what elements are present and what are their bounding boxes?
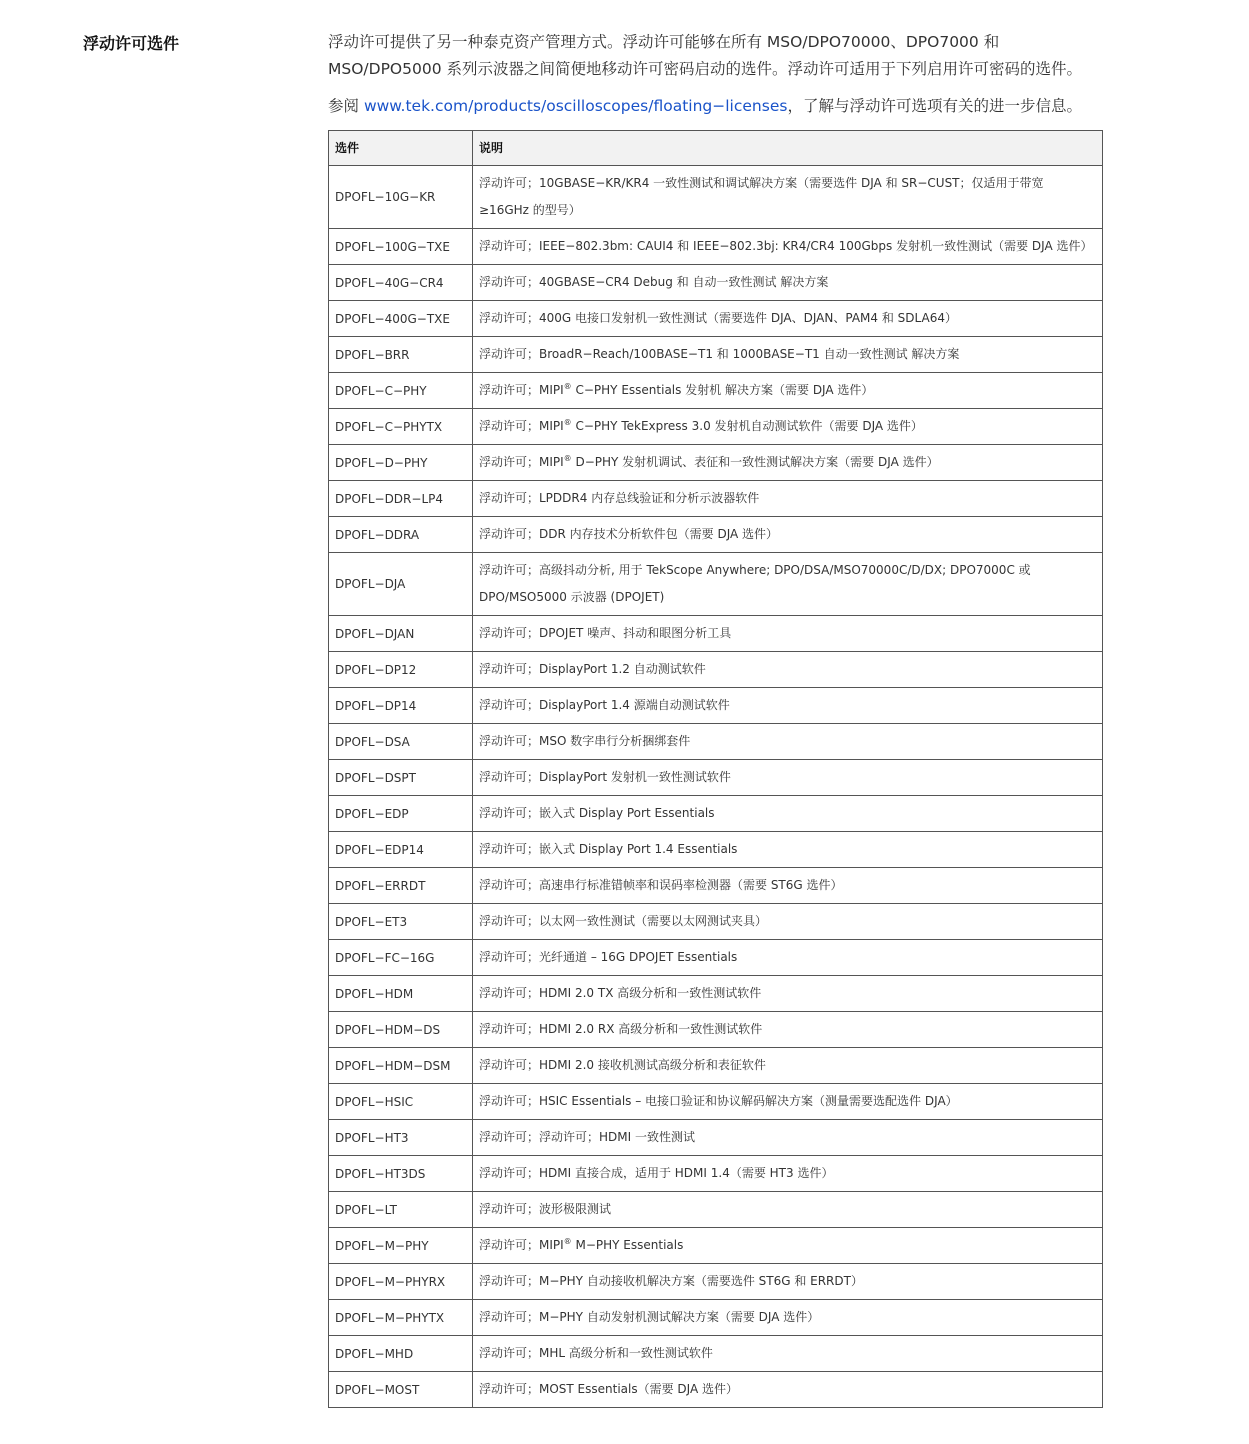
option-code-cell: DPOFL−HT3 xyxy=(329,1120,473,1156)
option-description-cell: 浮动许可；以太网一致性测试（需要以太网测试夹具） xyxy=(473,904,1103,940)
table-row xyxy=(329,688,1103,724)
option-description-cell: 浮动许可；高级抖动分析, 用于 TekScope Anywhere; DPO/DSA/MSO70000C/D/DX; DPO7000C 或 DPO/MSO5000 示波器 (DPOJET) xyxy=(473,553,1103,616)
table-row xyxy=(329,1084,1103,1120)
options-table xyxy=(328,130,1103,1408)
options-table-body xyxy=(329,166,1103,1408)
option-description-cell: 浮动许可；DisplayPort 1.2 自动测试软件 xyxy=(473,652,1103,688)
table-row xyxy=(329,832,1103,868)
option-code-cell: DPOFL−HDM−DS xyxy=(329,1012,473,1048)
option-code-cell: DPOFL−C−PHYTX xyxy=(329,409,473,445)
table-row xyxy=(329,1372,1103,1408)
registered-mark: ® xyxy=(563,454,572,463)
option-code-cell: DPOFL−DDRA xyxy=(329,517,473,553)
option-description-cell: 浮动许可；M−PHY 自动发射机测试解决方案（需要 DJA 选件） xyxy=(473,1300,1103,1336)
option-code-cell: DPOFL−EDP xyxy=(329,796,473,832)
option-description-cell: 浮动许可；光纤通道 – 16G DPOJET Essentials xyxy=(473,940,1103,976)
table-row xyxy=(329,724,1103,760)
option-description-cell: 浮动许可；DDR 内存技术分析软件包（需要 DJA 选件） xyxy=(473,517,1103,553)
table-row xyxy=(329,409,1103,445)
table-row xyxy=(329,796,1103,832)
option-description-cell: 浮动许可；MOST Essentials（需要 DJA 选件） xyxy=(473,1372,1103,1408)
table-row xyxy=(329,1048,1103,1084)
option-code-cell: DPOFL−C−PHY xyxy=(329,373,473,409)
option-code-cell: DPOFL−MHD xyxy=(329,1336,473,1372)
option-description-cell: 浮动许可；HDMI 2.0 接收机测试高级分析和表征软件 xyxy=(473,1048,1103,1084)
option-code-cell: DPOFL−DJAN xyxy=(329,616,473,652)
table-row xyxy=(329,445,1103,481)
option-description-cell: 浮动许可；嵌入式 Display Port Essentials xyxy=(473,796,1103,832)
option-code-cell: DPOFL−M−PHY xyxy=(329,1228,473,1264)
option-description-cell: 浮动许可；MIPI® M−PHY Essentials xyxy=(473,1228,1103,1264)
option-description-cell: 浮动许可；DPOJET 噪声、抖动和眼图分析工具 xyxy=(473,616,1103,652)
option-code-cell: DPOFL−DJA xyxy=(329,553,473,616)
option-code-cell: DPOFL−M−PHYRX xyxy=(329,1264,473,1300)
option-description-cell: 浮动许可；LPDDR4 内存总线验证和分析示波器软件 xyxy=(473,481,1103,517)
table-row xyxy=(329,760,1103,796)
option-description-cell: 浮动许可；40GBASE−CR4 Debug 和 自动一致性测试 解决方案 xyxy=(473,265,1103,301)
option-code-cell: DPOFL−BRR xyxy=(329,337,473,373)
table-row xyxy=(329,517,1103,553)
table-row xyxy=(329,652,1103,688)
option-description-cell: 浮动许可；MHL 高级分析和一致性测试软件 xyxy=(473,1336,1103,1372)
option-code-cell: DPOFL−HT3DS xyxy=(329,1156,473,1192)
table-row xyxy=(329,1192,1103,1228)
option-description-cell: 浮动许可；10GBASE−KR/KR4 一致性测试和调试解决方案（需要选件 DJA 和 SR−CUST；仅适用于带宽 ≥16GHz 的型号） xyxy=(473,166,1103,229)
table-row xyxy=(329,229,1103,265)
option-code-cell: DPOFL−HSIC xyxy=(329,1084,473,1120)
option-description-cell: 浮动许可；波形极限测试 xyxy=(473,1192,1103,1228)
option-code-cell: DPOFL−ET3 xyxy=(329,904,473,940)
option-code-cell: DPOFL−ERRDT xyxy=(329,868,473,904)
option-description-cell: 浮动许可；IEEE−802.3bm: CAUI4 和 IEEE−802.3bj: KR4/CR4 100Gbps 发射机一致性测试（需要 DJA 选件） xyxy=(473,229,1103,265)
option-code-cell: DPOFL−LT xyxy=(329,1192,473,1228)
table-row xyxy=(329,553,1103,616)
table-row xyxy=(329,616,1103,652)
option-code-cell: DPOFL−DSA xyxy=(329,724,473,760)
intro-paragraph: 浮动许可提供了另一种泰克资产管理方式。浮动许可能够在所有 MSO/DPO70000、DPO7000 和 MSO/DPO5000 系列示波器之间简便地移动许可密码启动的选件。浮动许可适用于下列启用许可密码的选件。 xyxy=(328,33,1082,78)
option-code-cell: DPOFL−D−PHY xyxy=(329,445,473,481)
floating-licenses-link[interactable]: www.tek.com/products/oscilloscopes/floating−licenses xyxy=(363,97,788,115)
option-code-cell: DPOFL−DSPT xyxy=(329,760,473,796)
option-code-cell: DPOFL−HDM xyxy=(329,976,473,1012)
table-row xyxy=(329,337,1103,373)
option-code-cell: DPOFL−M−PHYTX xyxy=(329,1300,473,1336)
option-description-cell: 浮动许可；HDMI 2.0 TX 高级分析和一致性测试软件 xyxy=(473,976,1103,1012)
option-code-cell: DPOFL−DDR−LP4 xyxy=(329,481,473,517)
see-also-paragraph xyxy=(328,93,1102,119)
option-description-cell: 浮动许可；MIPI® D−PHY 发射机调试、表征和一致性测试解决方案（需要 DJA 选件） xyxy=(473,445,1103,481)
content-column xyxy=(328,29,1102,1408)
table-row xyxy=(329,1156,1103,1192)
option-code-cell: DPOFL−EDP14 xyxy=(329,832,473,868)
table-row xyxy=(329,1336,1103,1372)
option-description-cell: 浮动许可；BroadR−Reach/100BASE−T1 和 1000BASE−T1 自动一致性测试 解决方案 xyxy=(473,337,1103,373)
option-description-cell: 浮动许可；HDMI 2.0 RX 高级分析和一致性测试软件 xyxy=(473,1012,1103,1048)
option-description-cell: 浮动许可；DisplayPort 发射机一致性测试软件 xyxy=(473,760,1103,796)
option-code-cell: DPOFL−40G−CR4 xyxy=(329,265,473,301)
option-code-cell: DPOFL−MOST xyxy=(329,1372,473,1408)
option-description-cell: 浮动许可；高速串行标准错帧率和误码率检测器（需要 ST6G 选件） xyxy=(473,868,1103,904)
table-row xyxy=(329,904,1103,940)
option-code-cell: DPOFL−DP12 xyxy=(329,652,473,688)
option-description-cell: 浮动许可；MSO 数字串行分析捆绑套件 xyxy=(473,724,1103,760)
option-code-cell: DPOFL−FC−16G xyxy=(329,940,473,976)
option-description-cell: 浮动许可；浮动许可；HDMI 一致性测试 xyxy=(473,1120,1103,1156)
option-code-cell: DPOFL−HDM−DSM xyxy=(329,1048,473,1084)
table-row xyxy=(329,301,1103,337)
table-row xyxy=(329,1012,1103,1048)
table-row xyxy=(329,265,1103,301)
column-header-description: 说明 xyxy=(473,131,1103,166)
see-also-prefix: 参阅 xyxy=(328,97,364,115)
option-code-cell: DPOFL−DP14 xyxy=(329,688,473,724)
table-row xyxy=(329,166,1103,229)
table-row xyxy=(329,976,1103,1012)
option-description-cell: 浮动许可；MIPI® C−PHY TekExpress 3.0 发射机自动测试软件（需要 DJA 选件） xyxy=(473,409,1103,445)
option-description-cell: 浮动许可；嵌入式 Display Port 1.4 Essentials xyxy=(473,832,1103,868)
option-code-cell: DPOFL−10G−KR xyxy=(329,166,473,229)
option-description-cell: 浮动许可；M−PHY 自动接收机解决方案（需要选件 ST6G 和 ERRDT） xyxy=(473,1264,1103,1300)
table-row xyxy=(329,868,1103,904)
option-code-cell: DPOFL−400G−TXE xyxy=(329,301,473,337)
table-row xyxy=(329,940,1103,976)
table-row xyxy=(329,1120,1103,1156)
option-code-cell: DPOFL−100G−TXE xyxy=(329,229,473,265)
section-heading: 浮动许可选件 xyxy=(83,34,180,53)
option-description-cell: 浮动许可；MIPI® C−PHY Essentials 发射机 解决方案（需要 DJA 选件） xyxy=(473,373,1103,409)
table-row xyxy=(329,481,1103,517)
table-row xyxy=(329,1228,1103,1264)
option-description-cell: 浮动许可；HDMI 直接合成，适用于 HDMI 1.4（需要 HT3 选件） xyxy=(473,1156,1103,1192)
column-header-option: 选件 xyxy=(329,131,473,166)
table-header-row xyxy=(329,131,1103,166)
table-row xyxy=(329,373,1103,409)
option-description-cell: 浮动许可；HSIC Essentials – 电接口验证和协议解码解决方案（测量需要选配选件 DJA） xyxy=(473,1084,1103,1120)
registered-mark: ® xyxy=(563,382,572,391)
table-row xyxy=(329,1300,1103,1336)
see-also-suffix: ，了解与浮动许可选项有关的进一步信息。 xyxy=(787,97,1082,115)
table-row xyxy=(329,1264,1103,1300)
registered-mark: ® xyxy=(563,1237,572,1246)
option-description-cell: 浮动许可；DisplayPort 1.4 源端自动测试软件 xyxy=(473,688,1103,724)
option-description-cell: 浮动许可；400G 电接口发射机一致性测试（需要选件 DJA、DJAN、PAM4 和 SDLA64） xyxy=(473,301,1103,337)
registered-mark: ® xyxy=(563,418,572,427)
